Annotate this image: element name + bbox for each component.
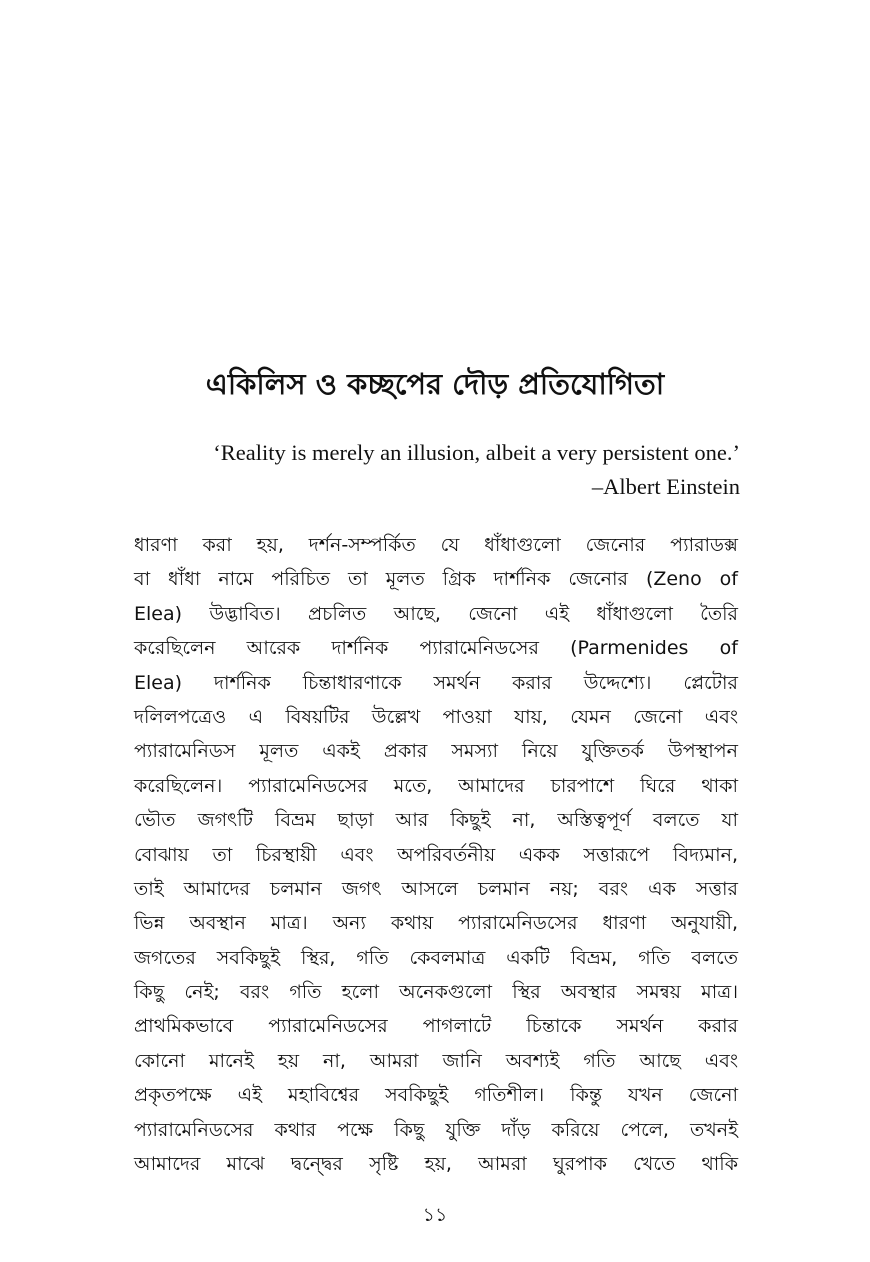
epigraph-author: –Albert Einstein [591, 474, 740, 499]
body-line: তাই আমাদের চলমান জগৎ আসলে চলমান নয়; বরং এক সত্তার [134, 877, 738, 900]
body-line: বোঝায় তা চিরস্থায়ী এবং অপরিবর্তনীয় একক সত্তারূপে বিদ্যমান, [134, 843, 739, 866]
body-line: প্রকৃতপক্ষে এই মহাবিশ্বের সবকিছুই গতিশীল। কিন্তু যখন জেনো [134, 1084, 738, 1107]
body-line: ভিন্ন অবস্থান মাত্র। অন্য কথায় প্যারামেনিডসের ধারণা অনুযায়ী, [134, 912, 738, 935]
body-line: ভৌত জগৎটি বিভ্রম ছাড়া আর কিছুই না, অস্তিত্বপূর্ণ বলতে যা [134, 809, 738, 832]
body-line: Elea) দার্শনিক চিন্তাধারণাকে সমর্থন করার উদ্দেশ্যে। প্লেটোর [134, 671, 738, 694]
body-line: কিছু নেই; বরং গতি হলো অনেকগুলো স্থির অবস্থার সমন্বয় মাত্র। [134, 981, 738, 1004]
body-line: কোনো মানেই হয় না, আমরা জানি অবশ্যই গতি আছে এবং [134, 1049, 738, 1072]
body-line: প্যারামেনিডস মূলত একই প্রকার সমস্যা নিয়ে যুক্তিতর্ক উপস্থাপন [134, 740, 738, 763]
page-number: ১১ [422, 1204, 448, 1226]
body-line: জগতের সবকিছুই স্থির, গতি কেবলমাত্র একটি বিভ্রম, গতি বলতে [134, 946, 738, 969]
epigraph [160, 436, 740, 504]
body-line: প্যারামেনিডসের কথার পক্ষে কিছু যুক্তি দাঁড় করিয়ে পেলে, তখনই [134, 1118, 738, 1141]
body-line: দলিলপত্রেও এ বিষয়টির উল্লেখ পাওয়া যায়, যেমন জেনো এবং [134, 705, 738, 728]
chapter-title: একিলিস ও কচ্ছপের দৌড় প্রতিযোগিতা [205, 367, 665, 401]
body-line: বা ধাঁধা নামে পরিচিত তা মূলত গ্রিক দার্শনিক জেনোর (Zeno of [134, 568, 738, 591]
body-line: প্রাথমিকভাবে প্যারামেনিডসের পাগলাটে চিন্তাকে সমর্থন করার [134, 1015, 738, 1038]
body-line: ধারণা করা হয়, দর্শন-সম্পর্কিত যে ধাঁধাগুলো জেনোর প্যারাডক্স [134, 534, 738, 556]
body-line: আমাদের মাঝে দ্বন্দ্বের সৃষ্টি হয়, আমরা ঘুরপাক খেতে থাকি [134, 1153, 738, 1176]
body-line: করেছিলেন। প্যারামেনিডসের মতে, আমাদের চারপাশে ঘিরে থাকা [134, 774, 738, 797]
epigraph-quote: ‘Reality is merely an illusion, albeit a very persistent one.’ [213, 440, 740, 465]
body-line: করেছিলেন আরেক দার্শনিক প্যারামেনিডসের (Parmenides of [134, 637, 738, 660]
body-paragraph [134, 528, 738, 1181]
body-line: Elea) উদ্ভাবিত। প্রচলিত আছে, জেনো এই ধাঁধাগুলো তৈরি [134, 602, 738, 625]
